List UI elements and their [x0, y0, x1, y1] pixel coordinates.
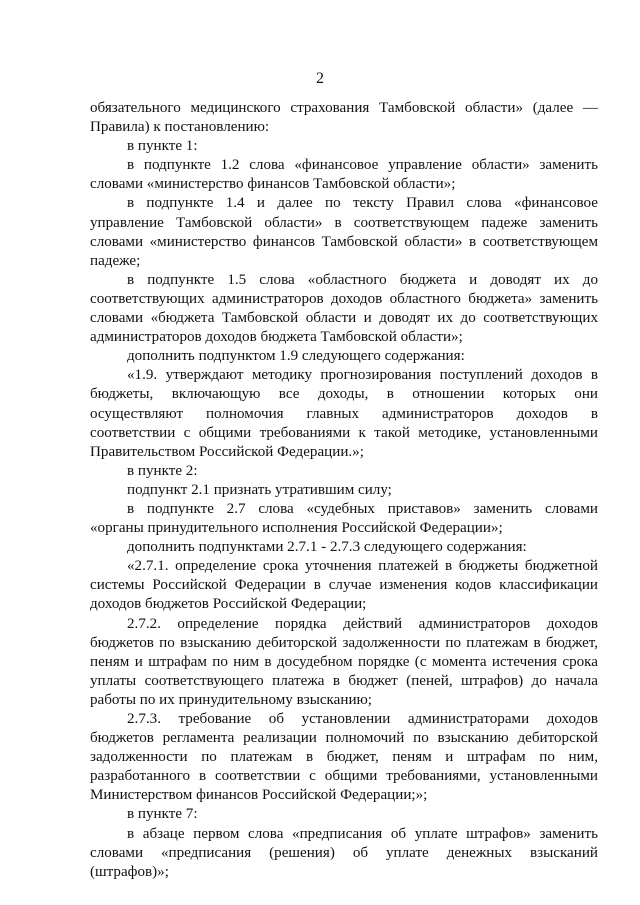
text-line: словами «министерство финансов Тамбовской области» в соответствующем [90, 233, 598, 250]
text-line: словами «министерство финансов Тамбовской области»; [90, 176, 456, 193]
text-line: соответствии с общими требованиями к такой методике, установленными [90, 424, 598, 441]
text-line: бюджетов регламента реализации полномочий по взысканию дебиторской [90, 730, 598, 747]
text-line: в подпункте 1.4 и далее по тексту Правил слова «финансовое [127, 195, 598, 212]
text-line: осуществляют полномочия главных администраторов доходов в [90, 405, 598, 422]
text-line: «органы принудительного исполнения Российской Федерации»; [90, 520, 503, 537]
text-line: «1.9. утверждают методику прогнозирования поступлений доходов в [127, 367, 598, 384]
text-line: в пункте 2: [127, 462, 198, 479]
text-line: работы по их принудительному взысканию; [90, 691, 372, 708]
text-line: пеням и штрафам по ним в досудебном порядке (с момента истечения срока [90, 653, 598, 670]
text-line: в подпункте 2.7 слова «судебных приставов» заменить словами [127, 500, 598, 517]
text-line: Правительством Российской Федерации.»; [90, 443, 364, 460]
text-line: уплаты соответствующего платежа в бюджет (пеней, штрафов) до начала [90, 672, 598, 689]
text-line: в пункте 7: [127, 806, 198, 823]
text-line: «2.7.1. определение срока уточнения платежей в бюджеты бюджетной [127, 558, 598, 575]
text-line: падеже; [90, 252, 141, 269]
text-line: подпункт 2.1 признать утратившим силу; [127, 481, 392, 498]
text-line: системы Российской Федерации в случае изменения кодов классификации [90, 577, 598, 594]
text-line: разработанного в соответствии с общими требованиями, установленными [90, 768, 598, 785]
document-body [90, 99, 598, 882]
text-line: бюджеты, включающую все доходы, в отношении которых они [90, 386, 598, 403]
text-line: обязательного медицинского страхования Тамбовской области» (далее — [90, 100, 598, 116]
text-line: в абзаце первом слова «предписания об уплате штрафов» заменить [127, 825, 598, 842]
text-line: соответствующих администраторов доходов областного бюджета» заменить [90, 290, 598, 307]
text-line: Правила) к постановлению: [90, 119, 270, 136]
text-line: словами «предписания (решения) об уплате денежных взысканий [90, 844, 598, 861]
text-line: доходов бюджетов Российской Федерации; [90, 596, 367, 613]
text-line: задолженности по платежам в бюджет, пеням и штрафам по ним, [90, 749, 598, 766]
text-line: в подпункте 1.2 слова «финансовое управление области» заменить [127, 157, 598, 174]
text-line: дополнить подпунктами 2.7.1 - 2.7.3 следующего содержания: [127, 539, 527, 556]
text-line: словами «бюджета Тамбовской области и доводят их до соответствующих [90, 310, 598, 327]
text-line: 2.7.3. требование об установлении администраторами доходов [127, 711, 598, 727]
text-line: в подпункте 1.5 слова «областного бюджета и доводят их до [127, 271, 598, 288]
text-line: дополнить подпунктом 1.9 следующего содержания: [127, 348, 465, 365]
page-number: 2 [316, 70, 324, 87]
text-line: (штрафов)»; [90, 863, 169, 880]
text-line: в пункте 1: [127, 138, 198, 155]
text-line: управление Тамбовской области» в соответствующем падеже заменить [90, 214, 598, 231]
text-line: администраторов доходов бюджета Тамбовской области»; [90, 329, 463, 346]
text-line: бюджетов по взысканию дебиторской задолженности по платежам в бюджет, [90, 634, 598, 651]
text-line: 2.7.2. определение порядка действий администраторов доходов [127, 615, 598, 632]
text-line: Министерством финансов Российской Федерации;»; [90, 787, 428, 804]
